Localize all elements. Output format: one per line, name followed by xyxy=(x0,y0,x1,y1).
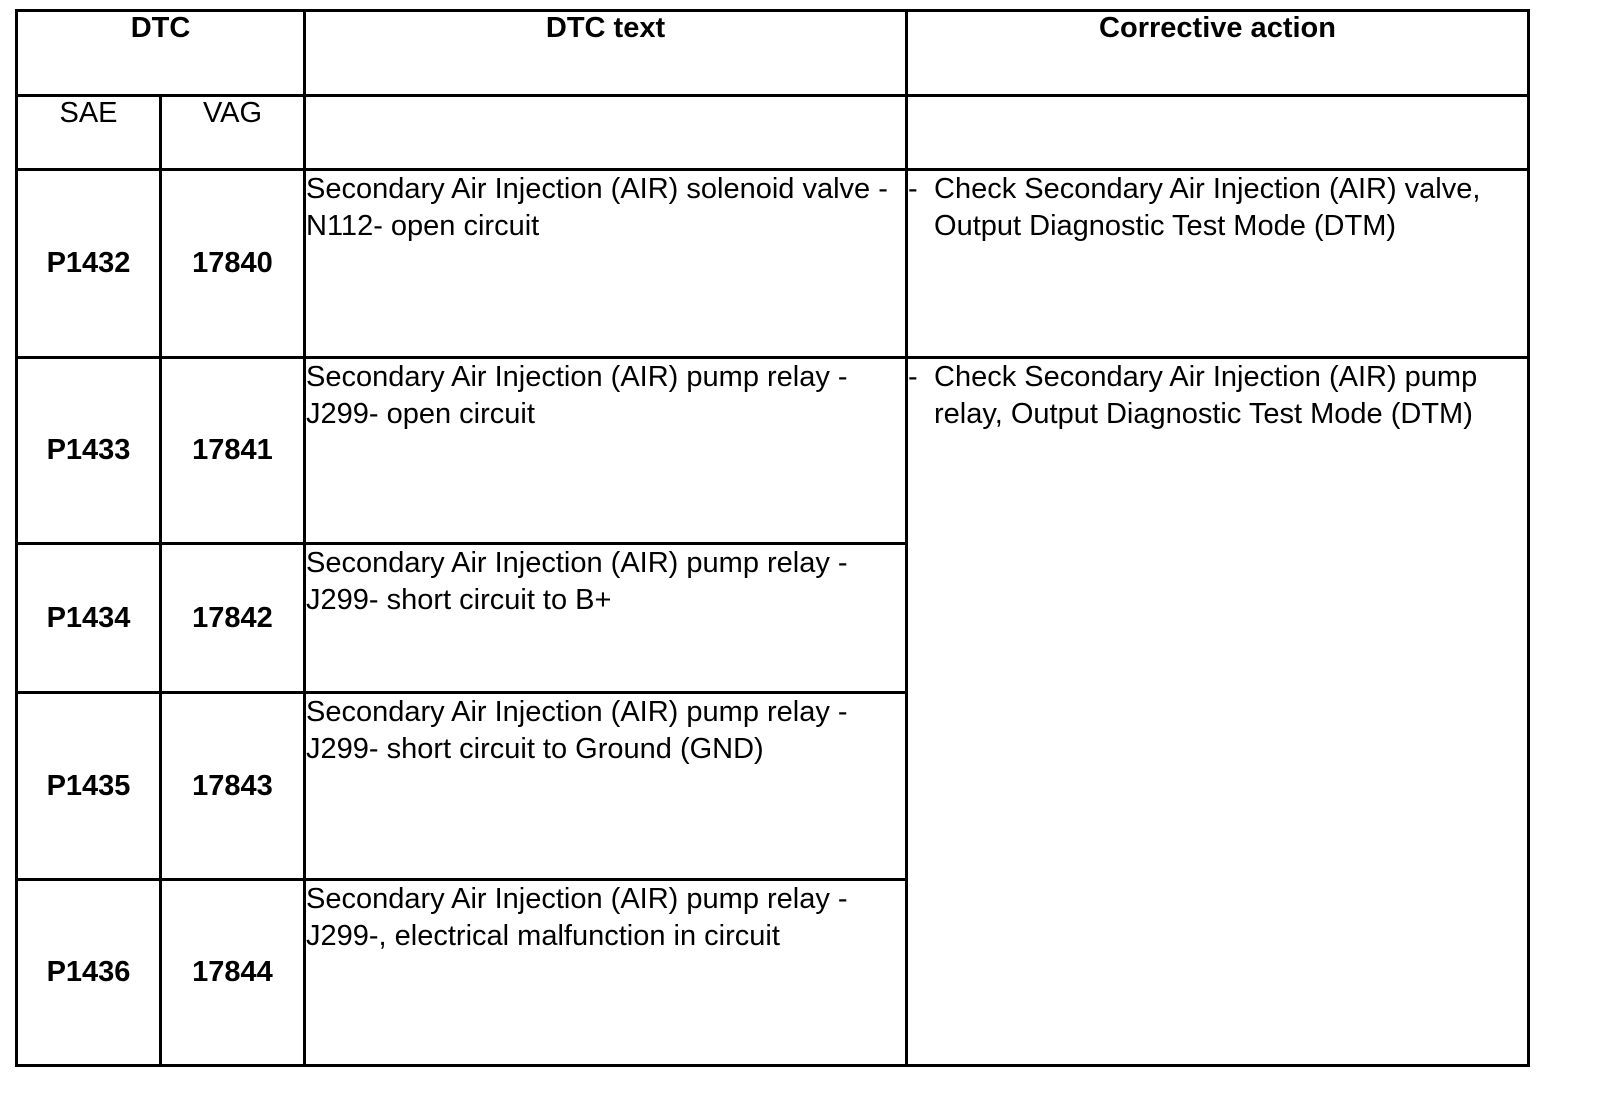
subheader-row xyxy=(17,96,1529,170)
dtc-table xyxy=(15,9,1530,1067)
header-dtc-text: DTC text xyxy=(305,11,907,96)
vag-code: 17840 xyxy=(161,170,305,358)
header-row xyxy=(17,11,1529,96)
header-sae: SAE xyxy=(17,96,161,170)
dtc-description: Secondary Air Injection (AIR) pump relay -J299- short circuit to Ground (GND) xyxy=(305,693,907,880)
bullet-dash: - xyxy=(908,173,918,205)
vag-code: 17842 xyxy=(161,544,305,693)
corrective-action-cell xyxy=(907,358,1529,1066)
sae-code: P1434 xyxy=(17,544,161,693)
header-dtc: DTC xyxy=(17,11,305,96)
corrective-action-item xyxy=(908,359,1527,433)
vag-code: 17841 xyxy=(161,358,305,544)
corrective-action-cell xyxy=(907,170,1529,358)
bullet-dash: - xyxy=(908,361,918,393)
sae-code: P1433 xyxy=(17,358,161,544)
dtc-description: Secondary Air Injection (AIR) pump relay -J299- open circuit xyxy=(305,358,907,544)
vag-code: 17843 xyxy=(161,693,305,880)
dtc-description: Secondary Air Injection (AIR) pump relay -J299- short circuit to B+ xyxy=(305,544,907,693)
dtc-description: Secondary Air Injection (AIR) solenoid valve -N112- open circuit xyxy=(305,170,907,358)
subheader-empty-text xyxy=(305,96,907,170)
header-corrective-action: Corrective action xyxy=(907,11,1529,96)
table-row xyxy=(17,170,1529,358)
corrective-action-text: Check Secondary Air Injection (AIR) pump relay, Output Diagnostic Test Mode (DTM) xyxy=(934,361,1478,430)
sae-code: P1435 xyxy=(17,693,161,880)
sae-code: P1436 xyxy=(17,880,161,1066)
dtc-description: Secondary Air Injection (AIR) pump relay -J299-, electrical malfunction in circuit xyxy=(305,880,907,1066)
corrective-action-text: Check Secondary Air Injection (AIR) valve, Output Diagnostic Test Mode (DTM) xyxy=(934,173,1481,242)
corrective-action-item xyxy=(908,171,1527,245)
header-vag: VAG xyxy=(161,96,305,170)
table-row xyxy=(17,358,1529,544)
vag-code: 17844 xyxy=(161,880,305,1066)
subheader-empty-action xyxy=(907,96,1529,170)
sae-code: P1432 xyxy=(17,170,161,358)
